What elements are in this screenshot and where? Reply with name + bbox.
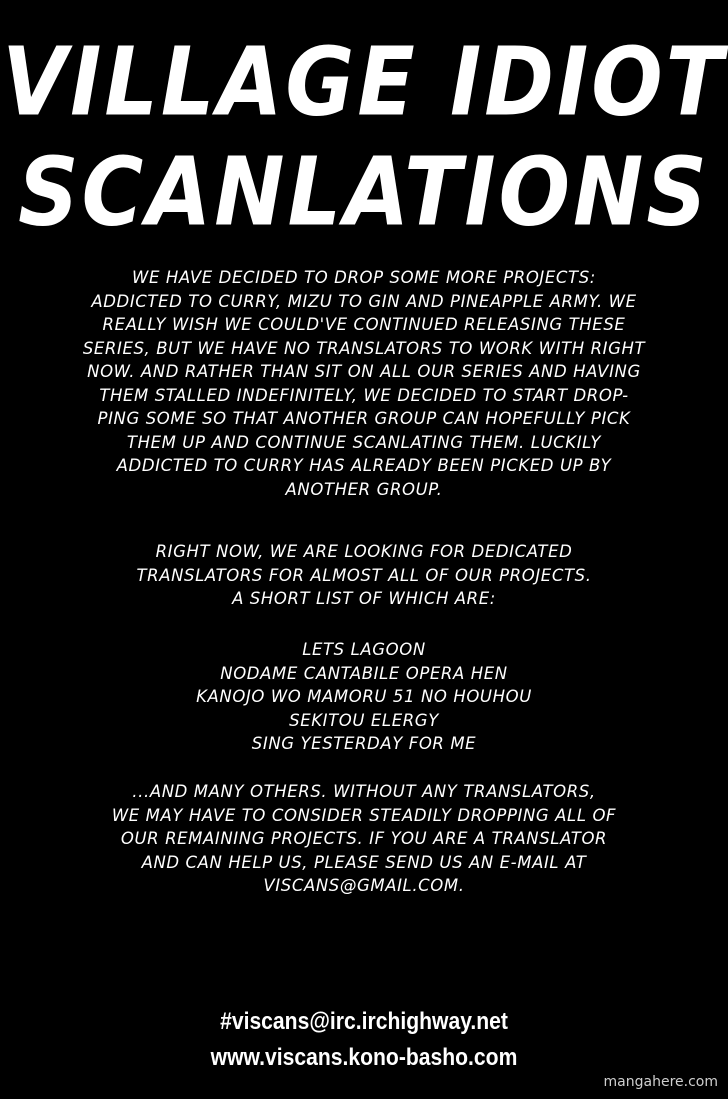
paragraph-line: WE HAVE DECIDED TO DROP SOME MORE PROJECTS: — [132, 268, 596, 287]
paragraph-line: SERIES, BUT WE HAVE NO TRANSLATORS TO WORK WITH RIGHT — [82, 338, 646, 358]
paragraph-line: THEM STALLED INDEFINITELY, WE DECIDED TO START DROP- — [99, 385, 629, 405]
project-item: NODAME CANTABILE OPERA HEN — [220, 663, 508, 683]
irc-channel: #viscans@irc.irchighway.net — [220, 1008, 508, 1035]
paragraph-line: A SHORT LIST OF WHICH ARE: — [232, 589, 496, 608]
paragraph-line: ADDICTED TO CURRY HAS ALREADY BEEN PICKED UP BY — [116, 456, 612, 475]
paragraph-line: OUR REMAINING PROJECTS. IF YOU ARE A TRANSLATOR — [120, 829, 608, 848]
announcement-paragraph-1 — [0, 266, 728, 501]
website-url: www.viscans.kono-basho.com — [210, 1044, 518, 1071]
paragraph-line: ...AND MANY OTHERS. WITHOUT ANY TRANSLATORS, — [132, 782, 596, 801]
announcement-paragraph-2 — [0, 540, 728, 611]
site-watermark: mangahere.com — [603, 1074, 718, 1090]
paragraph-line: ADDICTED TO CURRY, MIZU TO GIN AND PINEAPPLE ARMY. WE — [91, 291, 637, 311]
paragraph-line: WE MAY HAVE TO CONSIDER STEADILY DROPPING ALL OF — [111, 805, 617, 825]
paragraph-line: PING SOME SO THAT ANOTHER GROUP CAN HOPEFULLY PICK — [97, 409, 631, 428]
paragraph-line: REALLY WISH WE COULD'VE CONTINUED RELEASING THESE — [102, 315, 626, 334]
contact-email: VISCANS@GMAIL.COM. — [263, 876, 465, 895]
paragraph-line: ANOTHER GROUP. — [285, 479, 443, 499]
project-list — [0, 638, 728, 756]
paragraph-line: TRANSLATORS FOR ALMOST ALL OF OUR PROJECTS. — [136, 565, 592, 585]
title-line-2: SCANLATIONS — [18, 137, 710, 247]
announcement-paragraph-3 — [0, 780, 728, 898]
paragraph-line: THEM UP AND CONTINUE SCANLATING THEM. LUCKILY — [126, 432, 602, 452]
title-line-1: VILLAGE IDIOT — [2, 27, 726, 137]
project-item: SEKITOU ELERGY — [289, 710, 439, 730]
paragraph-line: NOW. AND RATHER THAN SIT ON ALL OUR SERIES AND HAVING — [87, 362, 641, 381]
project-item: SING YESTERDAY FOR ME — [251, 734, 477, 753]
project-item: KANOJO WO MAMORU 51 NO HOUHOU — [196, 687, 532, 706]
paragraph-line: RIGHT NOW, WE ARE LOOKING FOR DEDICATED — [155, 542, 573, 561]
project-item: LETS LAGOON — [302, 640, 426, 659]
paragraph-line: AND CAN HELP US, PLEASE SEND US AN E-MAIL AT — [141, 852, 587, 872]
